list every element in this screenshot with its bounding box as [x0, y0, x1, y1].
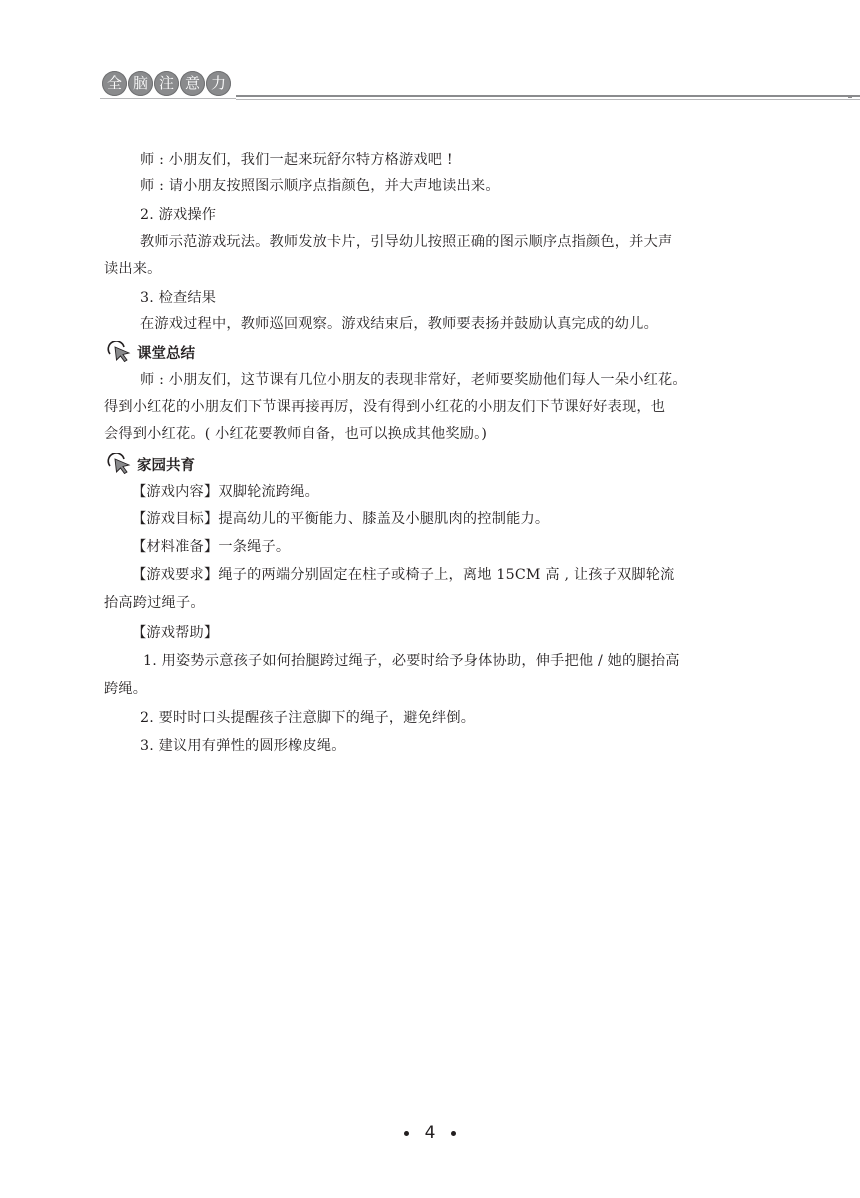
- brand-logo: [102, 71, 231, 96]
- body-line: 【游戏目标】提高幼儿的平衡能力、膝盖及小腿肌肉的控制能力。: [132, 511, 550, 527]
- body-line: 抬高跨过绳子。: [104, 595, 205, 611]
- section-header-home: [104, 453, 195, 475]
- body-line: 师 : 请小朋友按照图示顺序点指颜色，并大声地读出来。: [140, 178, 500, 194]
- body-line: 【材料准备】一条绳子。: [132, 539, 291, 555]
- brand-char: 注: [154, 71, 179, 96]
- body-line: 【游戏帮助】: [132, 625, 219, 641]
- subheading: 2. 游戏操作: [140, 207, 217, 223]
- body-line: 师 : 小朋友们，这节课有几位小朋友的表现非常好，老师要奖励他们每人一朵小红花。: [140, 372, 687, 388]
- header-underline: [100, 98, 236, 99]
- header-rule: [236, 95, 860, 97]
- bullet-dot-icon: [451, 1131, 456, 1136]
- section-title: 课堂总结: [137, 345, 195, 362]
- body-line: 教师示范游戏玩法。教师发放卡片，引导幼儿按照正确的图示顺序点指颜色，并大声: [140, 234, 673, 250]
- body-line: 读出来。: [104, 261, 162, 277]
- page-header: [0, 0, 860, 110]
- body-line: 1. 用姿势示意孩子如何抬腿跨过绳子，必要时给予身体协助，伸手把他 / 她的腿抬高: [143, 653, 680, 669]
- pointer-cursor-icon: [104, 341, 134, 363]
- section-title: 家园共育: [137, 457, 195, 474]
- subheading: 3. 检查结果: [140, 290, 217, 306]
- body-line: 【游戏内容】双脚轮流跨绳。: [132, 484, 320, 500]
- header-edge-mark: [848, 97, 852, 98]
- body-line: 3. 建议用有弹性的圆形橡皮绳。: [140, 738, 346, 754]
- body-line: 会得到小红花。( 小红花要教师自备，也可以换成其他奖励。): [104, 426, 488, 442]
- body-line: 师 : 小朋友们，我们一起来玩舒尔特方格游戏吧 !: [140, 152, 453, 168]
- body-line: 【游戏要求】绳子的两端分别固定在柱子或椅子上，离地 15CM 高 , 让孩子双脚轮流: [132, 567, 675, 583]
- body-line: 得到小红花的小朋友们下节课再接再厉，没有得到小红花的小朋友们下节课好好表现，也: [104, 399, 666, 415]
- brand-char: 全: [102, 71, 127, 96]
- section-header-summary: [104, 341, 195, 363]
- brand-char: 脑: [128, 71, 153, 96]
- brand-char: 力: [206, 71, 231, 96]
- pointer-cursor-icon: [104, 453, 134, 475]
- bullet-dot-icon: [404, 1131, 409, 1136]
- brand-char: 意: [180, 71, 205, 96]
- page-footer: [0, 1123, 860, 1143]
- body-line: 跨绳。: [104, 681, 148, 697]
- body-line: 在游戏过程中，教师巡回观察。游戏结束后，教师要表扬并鼓励认真完成的幼儿。: [140, 316, 658, 332]
- page-number: 4: [424, 1123, 436, 1143]
- body-line: 2. 要时时口头提醒孩子注意脚下的绳子，避免绊倒。: [140, 710, 476, 726]
- header-rule-thin: [236, 99, 860, 100]
